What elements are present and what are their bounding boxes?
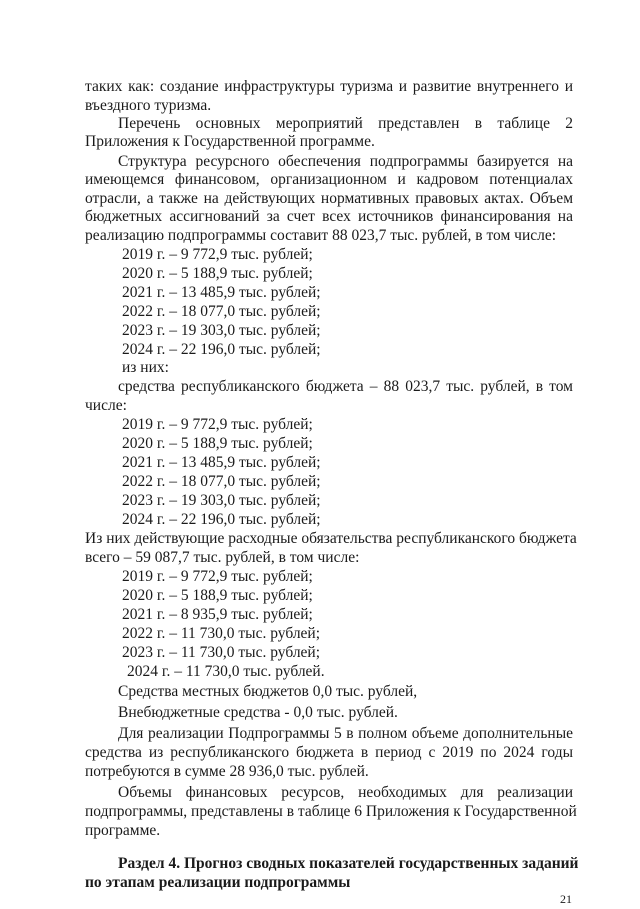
year-line: 2019 г. – 9 772,9 тыс. рублей; — [122, 246, 313, 263]
section-heading: Раздел 4. Прогноз сводных показателей государственных заданий — [118, 855, 579, 872]
text-line: Приложения к Государственной программе. — [85, 133, 375, 150]
year-line: 2019 г. – 9 772,9 тыс. рублей; — [122, 416, 313, 433]
section-heading: по этапам реализации подпрограммы — [85, 874, 351, 891]
page-number: 21 — [560, 892, 572, 906]
text-line: Внебюджетные средства - 0,0 тыс. рублей. — [118, 704, 398, 721]
year-line: 2024 г. – 22 196,0 тыс. рублей; — [122, 341, 321, 358]
year-line: 2020 г. – 5 188,9 тыс. рублей; — [122, 587, 313, 604]
text-line: Средства местных бюджетов 0,0 тыс. рублей, — [118, 683, 418, 700]
text-line: отрасли, а также на действующих нормативных правовых актах. Объем — [85, 190, 573, 207]
text-line: таких как: создание инфраструктуры туризма и развитие внутреннего и — [85, 78, 573, 95]
text-line: Перечень основных мероприятий представлен в таблице 2 — [118, 115, 573, 132]
year-line: 2021 г. – 8 935,9 тыс. рублей; — [122, 606, 313, 623]
year-line: 2019 г. – 9 772,9 тыс. рублей; — [122, 568, 313, 585]
text-line: реализацию подпрограммы составит 88 023,7 тыс. рублей, в том числе: — [85, 227, 557, 244]
text-line: всего – 59 087,7 тыс. рублей, в том числе: — [85, 549, 360, 566]
text-line: Из них действующие расходные обязательства республиканского бюджета — [85, 530, 577, 547]
text-line: программе. — [85, 822, 161, 839]
year-line: 2022 г. – 11 730,0 тыс. рублей; — [122, 625, 321, 642]
text-line: средства республиканского бюджета – 88 023,7 тыс. рублей, в том — [118, 378, 573, 395]
year-line: 2020 г. – 5 188,9 тыс. рублей; — [122, 265, 313, 282]
year-line: 2020 г. – 5 188,9 тыс. рублей; — [122, 435, 313, 452]
year-line: 2021 г. – 13 485,9 тыс. рублей; — [122, 454, 321, 471]
text-line: Для реализации Подпрограммы 5 в полном объеме дополнительные — [118, 725, 573, 742]
text-line: подпрограммы, представлены в таблице 6 Приложения к Государственной — [85, 803, 577, 820]
text-line: из них: — [122, 359, 169, 376]
text-line: потребуются в сумме 28 936,0 тыс. рублей. — [85, 763, 369, 780]
text-line: числе: — [85, 397, 127, 414]
text-line: въездного туризма. — [85, 97, 212, 114]
year-line: 2022 г. – 18 077,0 тыс. рублей; — [122, 303, 321, 320]
year-line: 2024 г. – 22 196,0 тыс. рублей; — [122, 511, 321, 528]
text-line: Структура ресурсного обеспечения подпрограммы базируется на — [118, 153, 573, 170]
year-line: 2023 г. – 19 303,0 тыс. рублей; — [122, 322, 321, 339]
year-line: 2023 г. – 11 730,0 тыс. рублей; — [122, 644, 321, 661]
text-line: имеющемся финансовом, организационном и кадровом потенциалах — [85, 171, 573, 188]
year-line: 2022 г. – 18 077,0 тыс. рублей; — [122, 473, 321, 490]
text-line: средства из республиканского бюджета в период с 2019 по 2024 годы — [85, 744, 573, 761]
year-line: 2024 г. – 11 730,0 тыс. рублей. — [127, 663, 325, 680]
text-line: бюджетных ассигнований за счет всех источников финансирования на — [85, 208, 573, 225]
year-line: 2021 г. – 13 485,9 тыс. рублей; — [122, 284, 321, 301]
year-line: 2023 г. – 19 303,0 тыс. рублей; — [122, 492, 321, 509]
text-line: Объемы финансовых ресурсов, необходимых для реализации — [118, 784, 573, 801]
